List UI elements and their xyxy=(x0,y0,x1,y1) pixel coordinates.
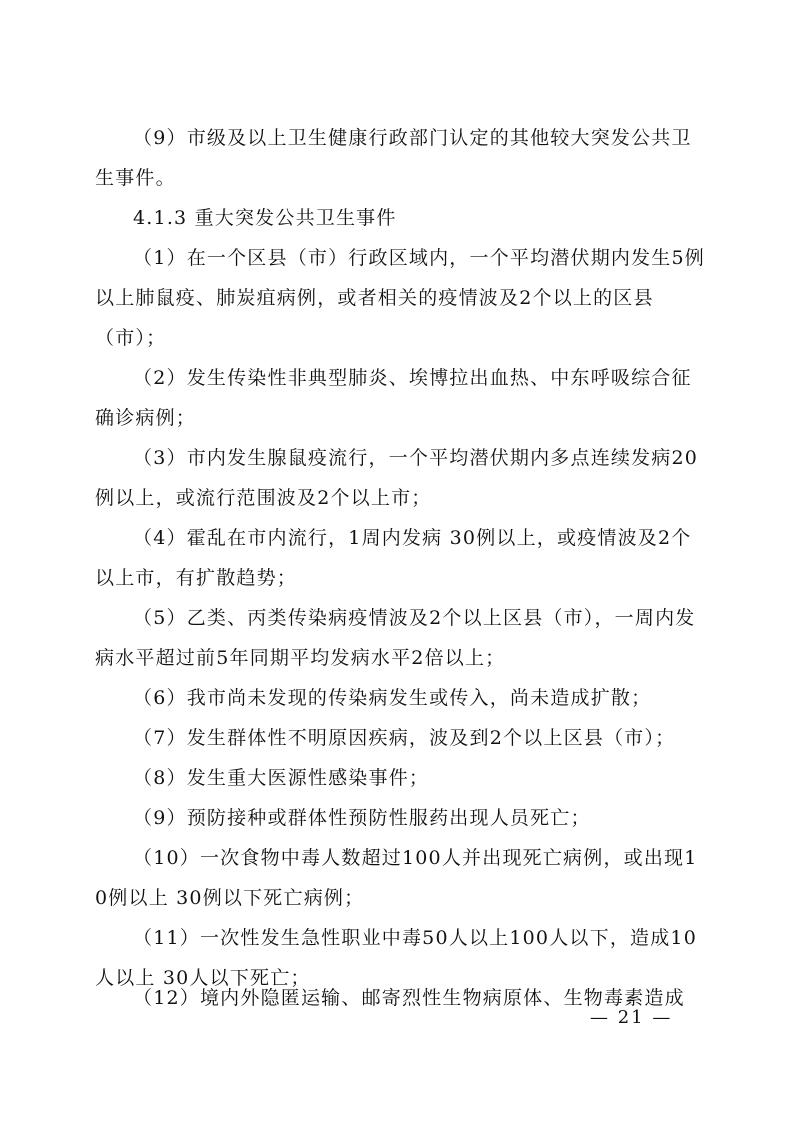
paragraph-item-10: （10）一次食物中毒人数超过100人并出现死亡病例，或出现10例以上 30例以下死亡病例； xyxy=(95,847,698,909)
paragraph-item-12: （12）境内外隐匿运输、邮寄烈性生物病原体、生物毒素造成 xyxy=(133,987,685,1009)
page-number: — 21 — xyxy=(590,1007,673,1028)
paragraph-item-11: （11）一次性发生急性职业中毒50人以上100人以下，造成10人以上 30人以下死亡； xyxy=(95,927,697,989)
paragraph-item-5: （5）乙类、丙类传染病疫情波及2个以上区县（市），一周内发病水平超过前5年同期平均发病水平2倍以上； xyxy=(95,607,696,669)
paragraph-item-9: （9）市级及以上卫生健康行政部门认定的其他较大突发公共卫生事件。 xyxy=(95,127,692,189)
section-heading: 4.1.3 重大突发公共卫生事件 xyxy=(133,207,397,229)
paragraph-item-7: （7）发生群体性不明原因疾病，波及到2个以上区县（市）； xyxy=(133,727,676,749)
paragraph-item-8: （8）发生重大医源性感染事件； xyxy=(133,767,430,789)
paragraph-item-3: （3）市内发生腺鼠疫流行，一个平均潜伏期内多点连续发病20例以上，或流行范围波及2个以上市； xyxy=(95,447,699,509)
paragraph-item-4: （4）霍乱在市内流行，1周内发病 30例以上，或疫情波及2个以上市，有扩散趋势； xyxy=(95,527,692,589)
paragraph-item-6: （6）我市尚未发现的传染病发生或传入，尚未造成扩散； xyxy=(133,687,652,709)
paragraph-item-1: （1）在一个区县（市）行政区域内，一个平均潜伏期内发生5例以上肺鼠疫、肺炭疽病例，或者相关的疫情波及2个以上的区县（市）； xyxy=(95,247,705,349)
paragraph-item-9b: （9）预防接种或群体性预防性服药出现人员死亡； xyxy=(133,807,591,829)
paragraph-item-2: （2）发生传染性非典型肺炎、埃博拉出血热、中东呼吸综合征确诊病例； xyxy=(95,367,692,429)
